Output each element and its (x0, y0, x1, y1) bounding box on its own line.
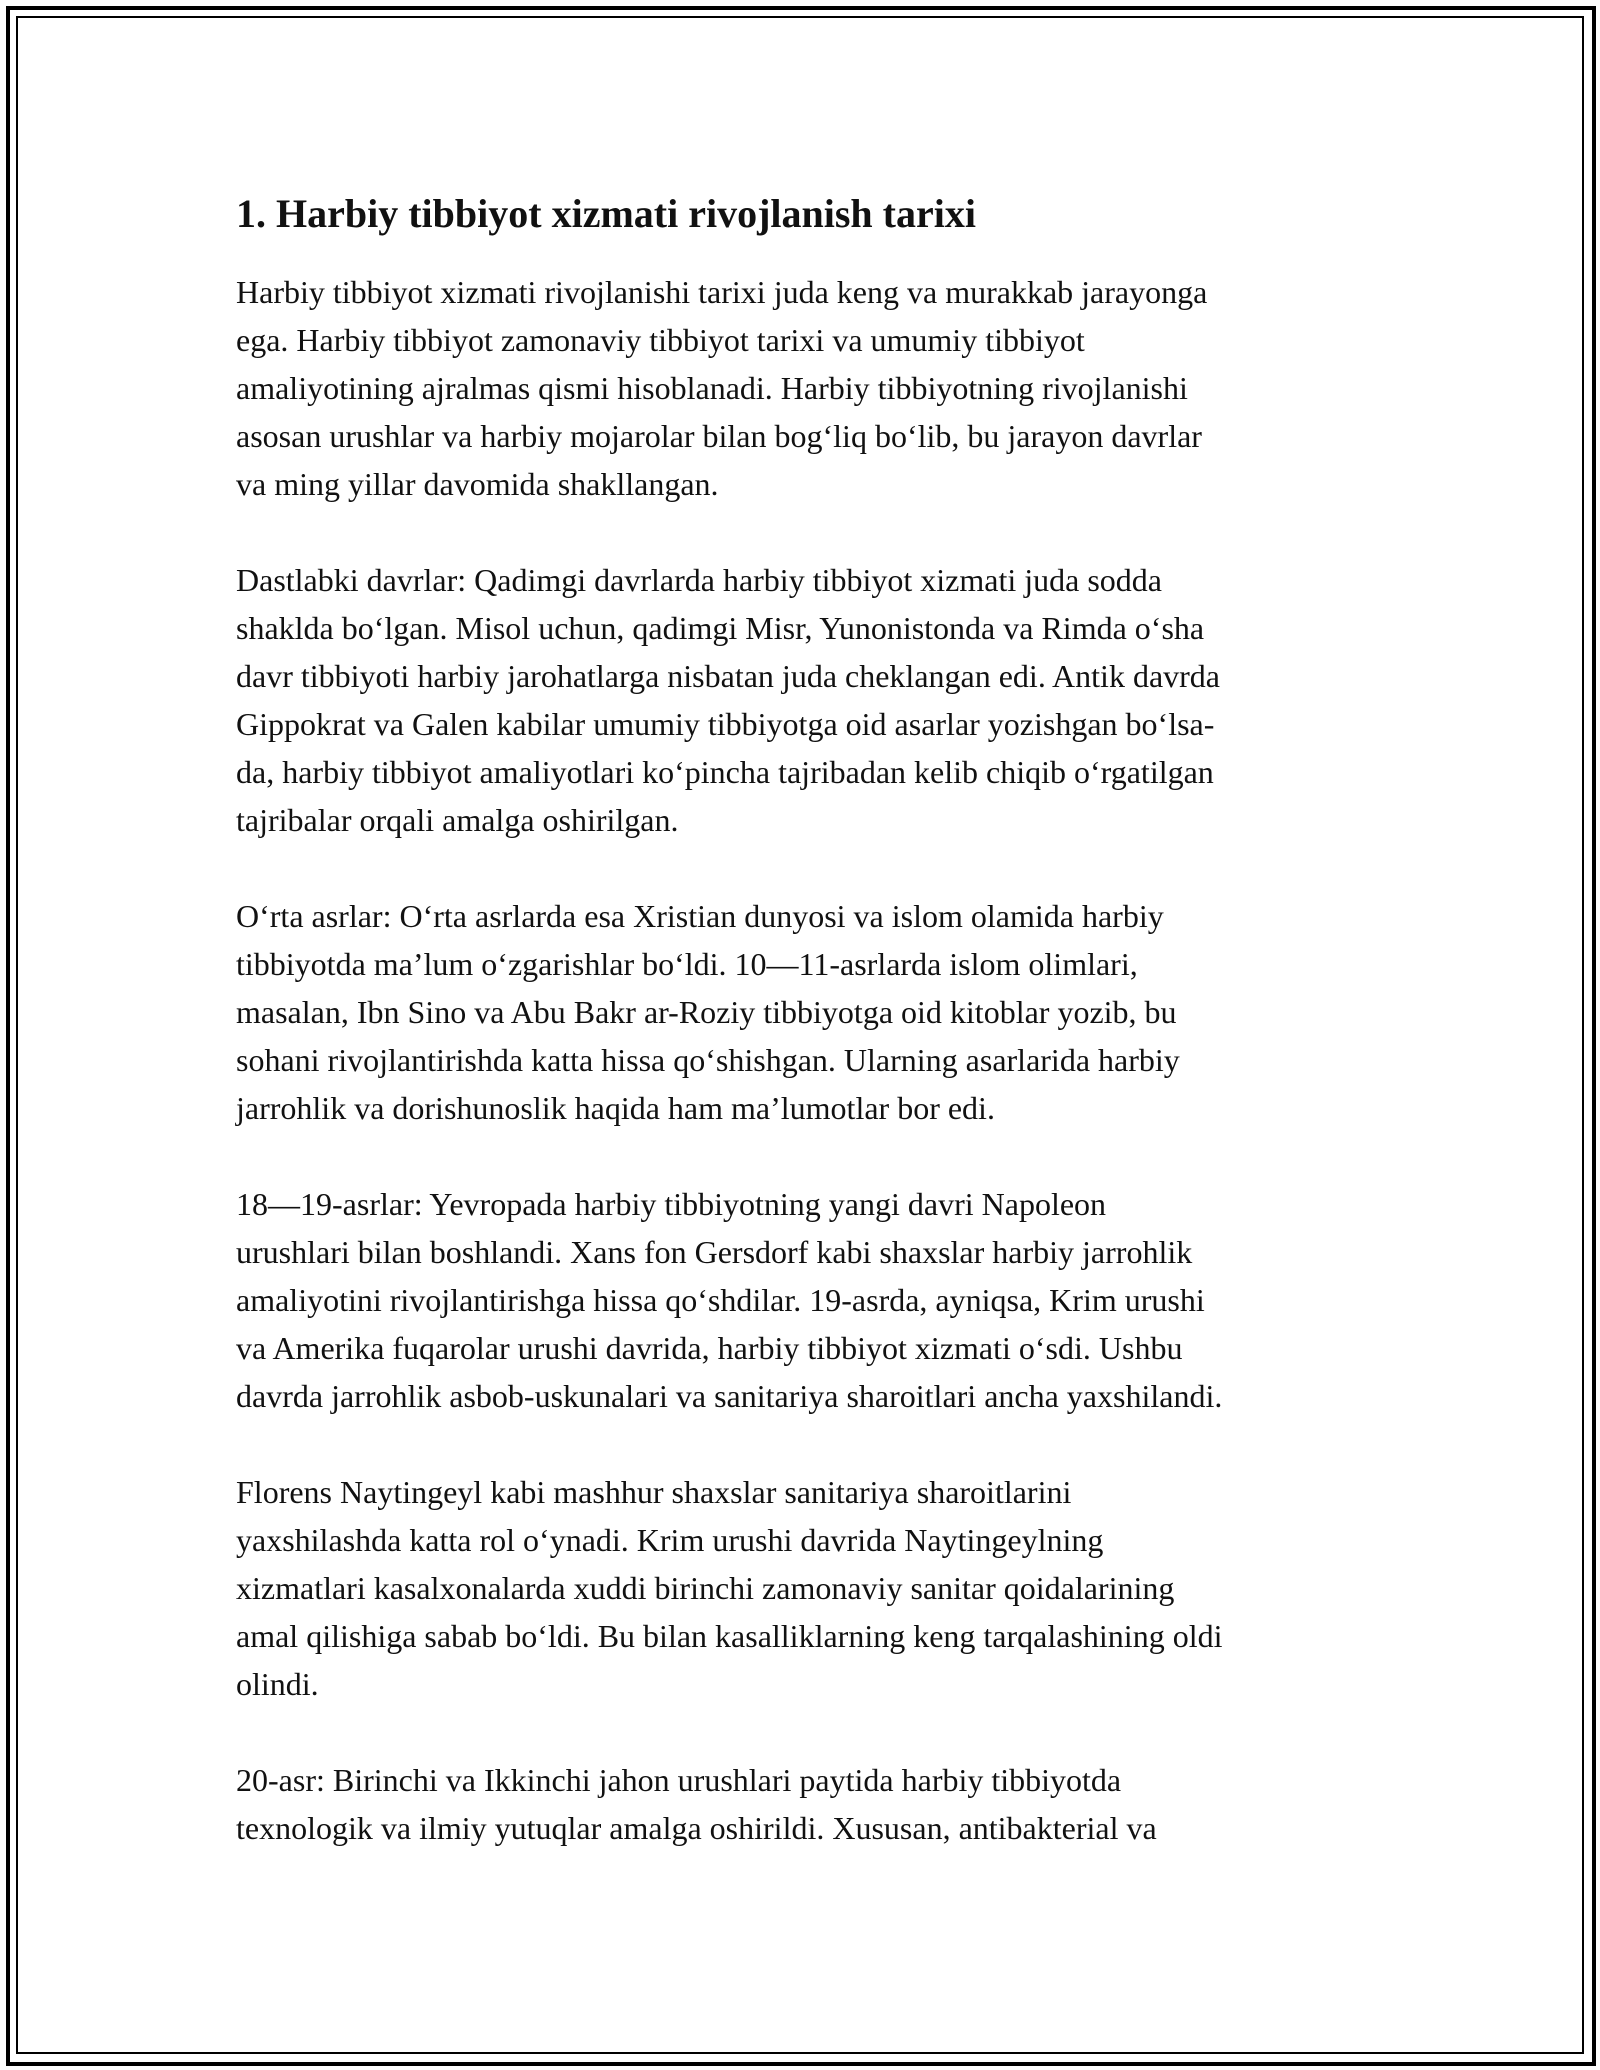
text-line: tajribalar orqali amalga oshirilgan. (236, 802, 679, 838)
text-line: yaxshilashda katta rol o‘ynadi. Krim urushi davrida Naytingeylning (236, 1522, 1104, 1558)
text-line: shaklda bo‘lgan. Misol uchun, qadimgi Misr, Yunonistonda va Rimda o‘sha (236, 610, 1205, 646)
paragraph-intro (236, 268, 1416, 508)
text-line: jarrohlik va dorishunoslik haqida ham ma’lumotlar bor edi. (236, 1090, 995, 1126)
paragraph-early-periods (236, 556, 1416, 844)
document-body (236, 182, 1416, 1900)
paragraph-20th-century (236, 1756, 1416, 1852)
text-line: olindi. (236, 1666, 319, 1702)
text-line: O‘rta asrlar: O‘rta asrlarda esa Xristian dunyosi va islom olamida harbiy (236, 898, 1164, 934)
text-line: urushlari bilan boshlandi. Xans fon Gersdorf kabi shaxslar harbiy jarrohlik (236, 1234, 1193, 1270)
text-line: xizmatlari kasalxonalarda xuddi birinchi zamonaviy sanitar qoidalarining (236, 1570, 1175, 1606)
paragraph-18-19-centuries (236, 1180, 1416, 1420)
text-line: Gippokrat va Galen kabilar umumiy tibbiyotga oid asarlar yozishgan bo‘lsa- (236, 706, 1215, 742)
text-line: 20-asr: Birinchi va Ikkinchi jahon urushlari paytida harbiy tibbiyotda (236, 1762, 1122, 1798)
text-line: Florens Naytingeyl kabi mashhur shaxslar sanitariya sharoitlarini (236, 1474, 1072, 1510)
text-line: davr tibbiyoti harbiy jarohatlarga nisbatan juda cheklangan edi. Antik davrda (236, 658, 1220, 694)
text-line: Harbiy tibbiyot xizmati rivojlanishi tarixi juda keng va murakkab jarayonga (236, 274, 1208, 310)
text-line: amaliyotini rivojlantirishga hissa qo‘shdilar. 19-asrda, ayniqsa, Krim urushi (236, 1282, 1205, 1318)
text-line: masalan, Ibn Sino va Abu Bakr ar-Roziy tibbiyotga oid kitoblar yozib, bu (236, 994, 1177, 1030)
text-line: texnologik va ilmiy yutuqlar amalga oshirildi. Xususan, antibakterial va (236, 1810, 1157, 1846)
text-line: ega. Harbiy tibbiyot zamonaviy tibbiyot tarixi va umumiy tibbiyot (236, 322, 1085, 358)
text-line: amaliyotining ajralmas qismi hisoblanadi. Harbiy tibbiyotning rivojlanishi (236, 370, 1188, 406)
text-line: da, harbiy tibbiyot amaliyotlari ko‘pincha tajribadan kelib chiqib o‘rgatilgan (236, 754, 1214, 790)
text-line: va ming yillar davomida shakllangan. (236, 466, 719, 502)
text-line: tibbiyotda ma’lum o‘zgarishlar bo‘ldi. 10—11-asrlarda islom olimlari, (236, 946, 1138, 982)
paragraph-middle-ages (236, 892, 1416, 1132)
text-line: amal qilishiga sabab bo‘ldi. Bu bilan kasalliklarning keng tarqalashining oldi (236, 1618, 1223, 1654)
paragraph-nightingale (236, 1468, 1416, 1708)
section-heading: 1. Harbiy tibbiyot xizmati rivojlanish tarixi (236, 191, 976, 236)
text-line: sohani rivojlantirishda katta hissa qo‘shishgan. Ularning asarlarida harbiy (236, 1042, 1180, 1078)
text-line: davrda jarrohlik asbob-uskunalari va sanitariya sharoitlari ancha yaxshilandi. (236, 1378, 1223, 1414)
text-line: 18—19-asrlar: Yevropada harbiy tibbiyotning yangi davri Napoleon (236, 1186, 1107, 1222)
text-line: Dastlabki davrlar: Qadimgi davrlarda harbiy tibbiyot xizmati juda sodda (236, 562, 1162, 598)
text-line: va Amerika fuqarolar urushi davrida, harbiy tibbiyot xizmati o‘sdi. Ushbu (236, 1330, 1183, 1366)
text-line: asosan urushlar va harbiy mojarolar bilan bog‘liq bo‘lib, bu jarayon davrlar (236, 418, 1202, 454)
